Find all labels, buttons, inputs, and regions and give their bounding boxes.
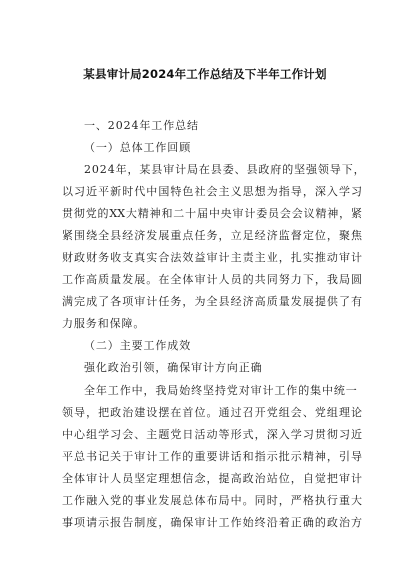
paragraph-line: 以习近平新时代中国特色社会主义思想为指导，深入学习 — [62, 185, 362, 198]
paragraph-line: 全年工作中，我局始终坚持党对审计工作的集中统一 — [84, 384, 358, 397]
paragraph-line: 工作高质量发展。在全体审计人员的共同努力下，我局圆 — [62, 273, 362, 286]
paragraph-line: 事项请示报告制度，确保审计工作始终沿着正确的政治方 — [62, 516, 362, 529]
document-title: 某县审计局2024年工作总结及下半年工作计划 — [83, 67, 327, 81]
paragraph-line: 紧围绕全县经济发展重点任务，立足经济监督定位，聚焦 — [62, 229, 362, 242]
paragraph-line: 贯彻党的XX大精神和二十届中央审计委员会会议精神，紧 — [62, 207, 362, 220]
paragraph-line: 工作融入党的事业发展总体布局中。同时，严格执行重大 — [62, 494, 362, 507]
item-heading-political-guidance: 强化政治引领，确保审计方向正确 — [84, 361, 263, 374]
section-heading-summary: 一、2024年工作总结 — [84, 119, 199, 132]
paragraph-line: 财政财务收支真实合法效益审计主责主业，扎实推动审计 — [62, 251, 362, 264]
paragraph-line: 全体审计人员坚定理想信念，提高政治站位，自觉把审计 — [62, 472, 362, 485]
paragraph-line: 2024年，某县审计局在县委、县政府的坚强领导下， — [84, 163, 366, 176]
paragraph-line: 领导，把政治建设摆在首位。通过召开党组会、党组理论 — [62, 406, 362, 419]
paragraph-line: 中心组学习会、主题党日活动等形式，深入学习贯彻习近 — [62, 428, 362, 441]
paragraph-line: 平总书记关于审计工作的重要讲话和指示批示精神，引导 — [62, 450, 362, 463]
paragraph-line: 满完成了各项审计任务，为全县经济高质量发展提供了有 — [62, 295, 362, 308]
subsection-heading-achievements: （二）主要工作成效 — [84, 339, 192, 352]
paragraph-line: 力服务和保障。 — [62, 317, 146, 330]
subsection-heading-overview: （一）总体工作回顾 — [84, 141, 192, 154]
